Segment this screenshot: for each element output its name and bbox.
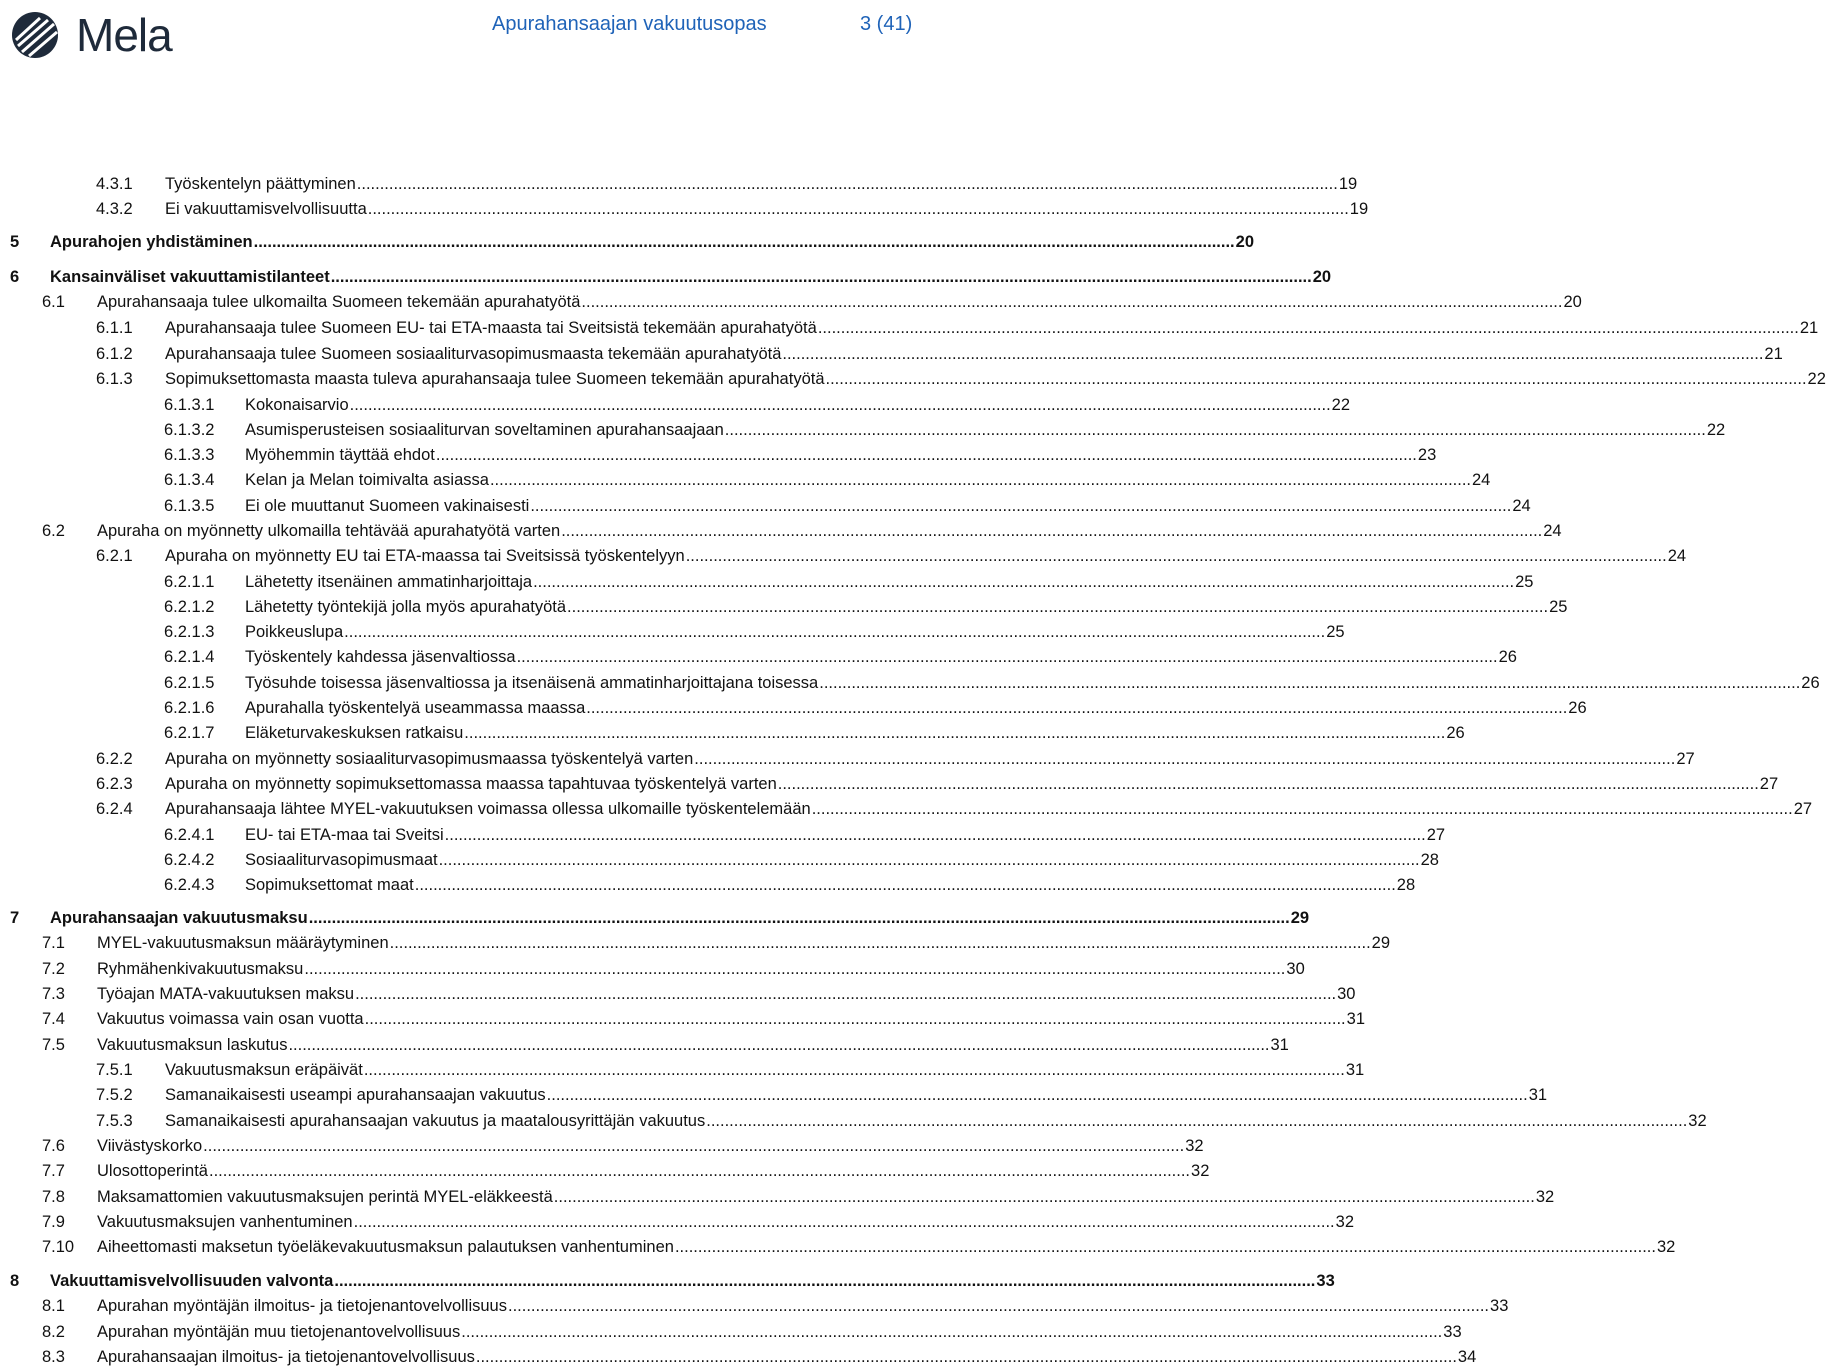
toc-dot-leader [517,645,1498,669]
toc-entry[interactable] [164,721,1465,745]
toc-entry-number: 8.3 [42,1348,65,1366]
toc-entry[interactable] [42,982,1356,1006]
toc-entry[interactable] [164,494,1531,518]
toc-entry[interactable] [96,797,1813,821]
toc-entry-number: 5 [10,233,20,251]
toc-dot-leader [209,1159,1190,1183]
toc-entry[interactable] [164,443,1437,467]
toc-entry-page: 29 [1371,934,1391,952]
toc-entry-number: 6.2.4 [96,800,133,818]
toc-entry-page: 27 [1759,775,1779,793]
toc-entry-title: Työajan MATA-vakuutuksen maksu [97,985,355,1003]
toc-entry-title: Lähetetty työntekijä jolla myös apurahatyötä [245,598,567,616]
toc-entry-title: Samanaikaisesti useampi apurahansaajan vakuutus [165,1086,546,1104]
toc-entry[interactable] [96,747,1695,771]
toc-entry-title: Apurahansaaja tulee Suomeen EU- tai ETA-maasta tai Sveitsistä tekemään apurahatyötä [165,319,817,337]
toc-entry-number: 6.1.3.1 [164,396,215,414]
toc-entry-page: 32 [1191,1162,1210,1180]
toc-entry-page: 25 [1326,623,1345,641]
toc-entry-page: 20 [1312,268,1332,286]
toc-dot-leader [445,823,1426,847]
toc-entry[interactable] [42,1345,1477,1369]
toc-entry[interactable] [164,645,1517,669]
toc-entry-page: 22 [1331,396,1351,414]
toc-entry[interactable] [10,1269,1335,1293]
toc-dot-leader [567,595,1548,619]
toc-dot-leader [490,468,1471,492]
toc-entry-title: Myöhemmin täyttää ehdot [245,446,435,464]
toc-entry[interactable] [96,342,1783,366]
toc-entry-page: 30 [1337,985,1356,1003]
toc-entry-number: 7.10 [42,1238,75,1256]
toc-entry-page: 32 [1535,1188,1555,1206]
toc-dot-leader [288,1033,1269,1057]
toc-entry-number: 4.3.1 [96,175,133,193]
toc-entry-page: 28 [1396,876,1416,894]
toc-entry-title: Aiheettomasti maksetun työeläkevakuutusmaksun palautuksen vanhentuminen [97,1238,674,1256]
toc-dot-leader [415,873,1396,897]
toc-dot-leader [350,393,1331,417]
toc-entry-title: Ei vakuuttamisvelvollisuutta [165,200,367,218]
toc-entry-number: 7.6 [42,1137,65,1155]
document-title: Apurahansaajan vakuutusopas [492,13,767,35]
toc-entry-page: 24 [1472,471,1491,489]
toc-entry-number: 7.5.2 [96,1086,133,1104]
toc-dot-leader [364,1058,1345,1082]
page-number: 3 (41) [860,13,913,35]
toc-entry-page: 31 [1528,1086,1548,1104]
toc-entry[interactable] [96,172,1358,196]
page-header [0,0,960,80]
toc-entry-number: 6.1.3 [96,370,133,388]
toc-entry-page: 32 [1335,1213,1354,1231]
toc-entry[interactable] [42,1320,1462,1344]
toc-entry-page: 26 [1498,648,1517,666]
toc-entry-number: 7.9 [42,1213,65,1231]
toc-entry-page: 23 [1417,446,1437,464]
toc-entry-number: 7.1 [42,934,65,952]
toc-entry-page: 19 [1338,175,1358,193]
toc-dot-leader [309,906,1290,930]
toc-dot-leader [365,1007,1346,1031]
toc-entry[interactable] [164,570,1534,594]
toc-dot-leader [439,848,1420,872]
toc-entry-number: 6.1 [42,293,65,311]
toc-entry-title: Ulosottoperintä [97,1162,208,1180]
toc-entry[interactable] [96,544,1687,568]
toc-entry[interactable] [164,468,1491,492]
toc-entry-title: Maksamattomien vakuutusmaksujen perintä MYEL-eläkkeestä [97,1188,553,1206]
mela-logo [10,10,172,60]
toc-entry-title: MYEL-vakuutusmaksun määräytyminen [97,934,389,952]
toc-entry-number: 8.1 [42,1297,65,1315]
toc-dot-leader [819,671,1800,695]
logo-text: Mela [76,9,172,61]
toc-entry-title: Apurahansaaja tulee ulkomailta Suomeen tekemään apurahatyötä [97,293,581,311]
toc-entry[interactable] [164,620,1345,644]
toc-entry-title: Sosiaaliturvasopimusmaat [245,851,438,869]
toc-dot-leader [554,1185,1535,1209]
toc-entry-number: 6.2.1.1 [164,573,215,591]
toc-entry[interactable] [42,957,1305,981]
toc-entry[interactable] [164,595,1568,619]
toc-entry-page: 19 [1349,200,1369,218]
toc-entry-page: 22 [1807,370,1826,388]
toc-entry-title: Apuraha on myönnetty ulkomailla tehtävää apurahatyötä varten [97,522,561,540]
toc-entry-page: 24 [1667,547,1687,565]
toc-entry-number: 8 [10,1272,20,1290]
toc-entry-page: 33 [1316,1272,1335,1290]
toc-entry-number: 6.2.1.2 [164,598,215,616]
toc-dot-leader [476,1345,1457,1369]
toc-entry-title: Viivästyskorko [97,1137,203,1155]
toc-entry-title: Apuraha on myönnetty sosiaaliturvasopimusmaassa työskentelyä varten [165,750,694,768]
toc-dot-leader [436,443,1417,467]
toc-entry[interactable] [96,1109,1707,1133]
toc-entry[interactable] [96,367,1826,391]
toc-entry[interactable] [42,1185,1555,1209]
toc-entry-number: 6.2.1.6 [164,699,215,717]
toc-entry-page: 34 [1457,1348,1477,1366]
toc-entry-title: Apuraha on myönnetty sopimuksettomassa maassa tapahtuvaa työskentelyä varten [165,775,777,793]
toc-entry-title: Kelan ja Melan toimivalta asiassa [245,471,489,489]
toc-dot-leader [586,696,1567,720]
toc-entry-number: 6.2.3 [96,775,133,793]
toc-dot-leader [334,1269,1315,1293]
toc-entry-number: 6.2.1.7 [164,724,215,742]
toc-entry-number: 6.2.1.3 [164,623,215,641]
toc-dot-leader [694,747,1675,771]
toc-entry-page: 27 [1426,826,1446,844]
toc-entry-number: 4.3.2 [96,200,133,218]
toc-dot-leader [561,519,1542,543]
toc-dot-leader [203,1134,1184,1158]
toc-entry-number: 8.2 [42,1323,65,1341]
toc-entry[interactable] [96,197,1369,221]
toc-entry-number: 6.1.3.3 [164,446,215,464]
toc-entry[interactable] [96,316,1819,340]
toc-entry-number: 6.2.1.4 [164,648,215,666]
toc-entry-page: 32 [1185,1137,1204,1155]
toc-entry[interactable] [10,906,1310,930]
toc-entry-title: Ryhmähenkivakuutusmaksu [97,960,304,978]
toc-entry[interactable] [42,1159,1210,1183]
toc-entry-page: 20 [1235,233,1254,251]
toc-entry[interactable] [164,873,1416,897]
toc-entry-number: 6.2.4.2 [164,851,215,869]
toc-entry-page: 29 [1290,909,1310,927]
toc-entry-title: Vakuutusmaksun laskutus [97,1036,288,1054]
toc-entry-title: Apurahansaaja tulee Suomeen sosiaaliturvasopimusmaasta tekemään apurahatyötä [165,345,782,363]
toc-entry-number: 6.2 [42,522,65,540]
toc-entry-title: Työskentely kahdessa jäsenvaltiossa [245,648,516,666]
toc-entry[interactable] [42,519,1562,543]
toc-dot-leader [686,544,1667,568]
toc-entry-page: 32 [1656,1238,1676,1256]
toc-entry-number: 6.2.2 [96,750,133,768]
toc-entry-page: 27 [1676,750,1695,768]
toc-entry-title: Apurahan myöntäjän ilmoitus- ja tietojenantovelvollisuus [97,1297,507,1315]
toc-dot-leader [581,290,1562,314]
toc-entry-page: 31 [1270,1036,1289,1054]
toc-entry-page: 26 [1568,699,1587,717]
toc-entry[interactable] [10,265,1332,289]
toc-entry-page: 25 [1549,598,1568,616]
toc-entry-number: 6.2.4.3 [164,876,215,894]
toc-entry-number: 7.5 [42,1036,65,1054]
toc-dot-leader [547,1083,1528,1107]
toc-dot-leader [530,494,1511,518]
toc-entry-title: Apurahansaaja lähtee MYEL-vakuutuksen voimassa ollessa ulkomaille työskentelemään [165,800,811,818]
toc-entry-number: 7.3 [42,985,65,1003]
toc-entry-number: 6.1.3.4 [164,471,215,489]
toc-dot-leader [464,721,1445,745]
toc-entry-title: Ei ole muuttanut Suomeen vakinaisesti [245,497,530,515]
toc-dot-leader [304,957,1285,981]
toc-dot-leader [812,797,1793,821]
toc-entry[interactable] [42,1235,1676,1259]
toc-entry-title: Työsuhde toisessa jäsenvaltiossa ja itsenäisenä ammatinharjoittajana toisessa [245,674,819,692]
toc-entry[interactable] [42,931,1391,955]
toc-entry-page: 26 [1801,674,1820,692]
toc-entry[interactable] [96,1058,1365,1082]
toc-entry-number: 7.7 [42,1162,65,1180]
toc-entry[interactable] [164,848,1439,872]
toc-entry-title: Työskentelyn päättyminen [165,175,356,193]
toc-entry-page: 31 [1346,1010,1365,1028]
toc-entry[interactable] [164,823,1446,847]
toc-entry-title: Vakuuttamisvelvollisuuden valvonta [50,1272,334,1290]
mela-logo-icon [10,10,66,60]
toc-entry-number: 6.2.1.5 [164,674,215,692]
toc-entry-number: 6 [10,268,20,286]
toc-entry-title: Apurahansaajan ilmoitus- ja tietojenantovelvollisuus [97,1348,475,1366]
toc-entry-title: Vakuutus voimassa vain osan vuotta [97,1010,364,1028]
toc-entry[interactable] [10,230,1254,254]
toc-entry[interactable] [164,671,1820,695]
toc-entry-page: 21 [1764,345,1783,363]
toc-entry-number: 7.4 [42,1010,65,1028]
toc-dot-leader [725,418,1706,442]
toc-entry-page: 24 [1543,522,1562,540]
toc-dot-leader [782,342,1763,366]
toc-entry-page: 27 [1793,800,1813,818]
toc-entry[interactable] [42,1134,1204,1158]
toc-entry-page: 22 [1706,421,1726,439]
toc-entry-page: 31 [1345,1061,1365,1079]
toc-dot-leader [357,172,1338,196]
toc-entry[interactable] [164,393,1351,417]
toc-entry-number: 7.5.3 [96,1112,133,1130]
toc-entry-number: 6.1.2 [96,345,133,363]
toc-dot-leader [533,570,1514,594]
toc-entry-title: Apurahojen yhdistäminen [50,233,253,251]
toc-dot-leader [355,982,1336,1006]
toc-dot-leader [826,367,1807,391]
toc-entry[interactable] [96,1083,1548,1107]
toc-entry-title: Sopimuksettomat maat [245,876,414,894]
toc-entry-page: 33 [1490,1297,1509,1315]
toc-entry-title: Kokonaisarvio [245,396,349,414]
toc-entry-page: 25 [1515,573,1534,591]
toc-entry-title: Samanaikaisesti apurahansaajan vakuutus ja maatalousyrittäjän vakuutus [165,1112,706,1130]
toc-entry[interactable] [164,696,1587,720]
toc-entry-page: 30 [1286,960,1305,978]
toc-entry-title: Poikkeuslupa [245,623,344,641]
toc-dot-leader [818,316,1799,340]
toc-entry[interactable] [42,290,1582,314]
toc-dot-leader [344,620,1325,644]
toc-entry-title: Apuraha on myönnetty EU tai ETA-maassa tai Sveitsissä työskentelyyn [165,547,685,565]
toc-entry-title: Asumisperusteisen sosiaaliturvan soveltaminen apurahansaajaan [245,421,724,439]
toc-entry-title: EU- tai ETA-maa tai Sveitsi [245,826,444,844]
toc-entry-page: 21 [1799,319,1819,337]
toc-entry-title: Apurahan myöntäjän muu tietojenantovelvollisuus [97,1323,461,1341]
toc-dot-leader [461,1320,1442,1344]
toc-entry-number: 6.1.3.2 [164,421,215,439]
toc-entry-title: Eläketurvakeskuksen ratkaisu [245,724,464,742]
toc-entry-page: 32 [1688,1112,1707,1130]
toc-entry[interactable] [42,1210,1354,1234]
toc-entry-number: 7.5.1 [96,1061,133,1079]
toc-entry[interactable] [42,1007,1365,1031]
toc-dot-leader [354,1210,1335,1234]
toc-entry-title: Apurahalla työskentelyä useammassa maassa [245,699,586,717]
toc-dot-leader [706,1109,1687,1133]
toc-entry-page: 28 [1420,851,1439,869]
toc-entry-title: Sopimuksettomasta maasta tuleva apurahansaaja tulee Suomeen tekemään apurahatyötä [165,370,825,388]
toc-entry-page: 33 [1443,1323,1462,1341]
toc-entry-page: 20 [1563,293,1582,311]
toc-entry-title: Vakuutusmaksun eräpäivät [165,1061,363,1079]
toc-entry-number: 6.2.1 [96,547,133,565]
toc-entry-number: 7 [10,909,20,927]
toc-entry-title: Kansainväliset vakuuttamistilanteet [50,268,330,286]
toc-entry[interactable] [96,772,1779,796]
toc-entry-title: Vakuutusmaksujen vanhentuminen [97,1213,353,1231]
toc-dot-leader [254,230,1235,254]
toc-entry[interactable] [42,1294,1509,1318]
toc-entry-number: 6.1.3.5 [164,497,215,515]
toc-entry[interactable] [164,418,1726,442]
toc-entry-page: 24 [1512,497,1531,515]
toc-dot-leader [778,772,1759,796]
toc-entry-number: 6.1.1 [96,319,133,337]
toc-entry-number: 6.2.4.1 [164,826,215,844]
toc-entry-number: 7.2 [42,960,65,978]
toc-entry-page: 26 [1446,724,1465,742]
toc-entry-title: Apurahansaajan vakuutusmaksu [50,909,308,927]
toc-dot-leader [368,197,1349,221]
toc-entry-number: 7.8 [42,1188,65,1206]
toc-entry[interactable] [42,1033,1289,1057]
toc-dot-leader [508,1294,1489,1318]
toc-dot-leader [675,1235,1656,1259]
toc-dot-leader [331,265,1312,289]
toc-dot-leader [390,931,1371,955]
toc-entry-title: Lähetetty itsenäinen ammatinharjoittaja [245,573,533,591]
